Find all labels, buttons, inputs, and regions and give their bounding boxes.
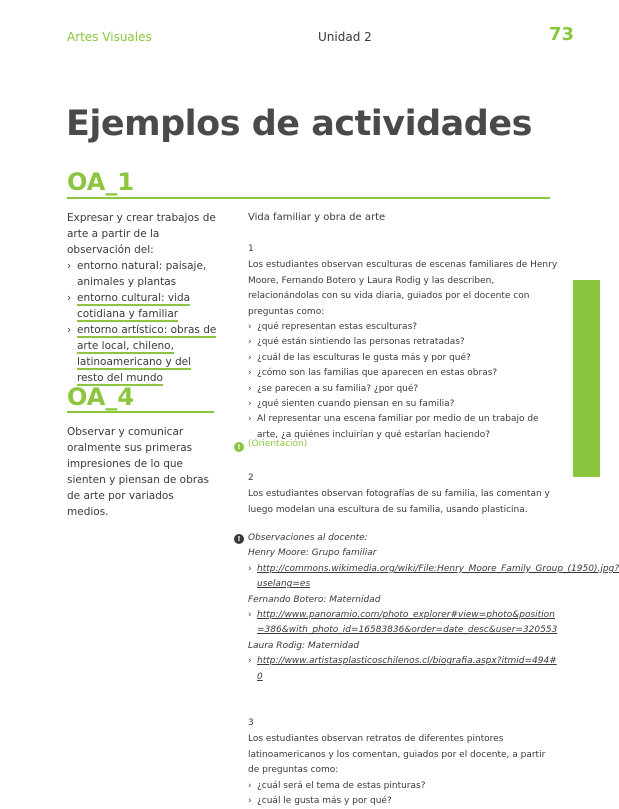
oa1-divider <box>67 197 550 199</box>
activity-number: 2 <box>248 473 254 483</box>
question-item: › ¿cuál será el tema de estas pinturas? <box>248 779 558 794</box>
source-artist: Henry Moore: Grupo familiar <box>248 548 377 559</box>
question-item: › ¿qué representan estas esculturas? <box>248 320 558 335</box>
oa1-list <box>67 258 217 386</box>
section-title: Vida familiar y obra de arte <box>248 212 386 223</box>
question-item: › ¿cómo son las familias que aparecen en estas obras? <box>248 366 558 381</box>
question-item: › ¿qué sienten cuando piensan en su familia? <box>248 397 558 412</box>
question-list <box>248 320 558 443</box>
activity-3 <box>248 716 558 809</box>
oa1-heading: OA_1 <box>67 168 135 196</box>
oa4-description: Observar y comunicar oralmente sus primeras impresiones de lo que sienten y piensan de obras de arte por variados medios. <box>67 426 209 518</box>
notes-heading: Observaciones al docente: <box>248 533 368 543</box>
oa1-item: › entorno cultural: vida cotidiana y familiar <box>67 290 217 322</box>
question-item: › Al representar una escena familiar por medio de un trabajo de arte, ¿a quiénes incluirían y qué estarían haciendo? <box>248 412 558 443</box>
source-list <box>248 654 558 685</box>
question-item: › ¿cuál de las esculturas le gusta más y por qué? <box>248 351 558 366</box>
question-item: › ¿se parecen a su familia? ¿por qué? <box>248 382 558 397</box>
teacher-notes <box>248 531 619 685</box>
orientation-icon: ! <box>234 442 244 452</box>
source-list <box>248 608 558 639</box>
source-link[interactable]: › http://commons.wikimedia.org/wiki/File:Henry_Moore_Family_Group_(1950).jpg?uselang=es <box>248 562 558 593</box>
oa1-description <box>67 210 217 386</box>
page-header <box>0 0 600 60</box>
question-item: › ¿qué están sintiendo las personas retratadas? <box>248 335 558 350</box>
subject-label: Artes Visuales <box>67 30 152 44</box>
unit-label: Unidad 2 <box>318 30 372 44</box>
page-number: 73 <box>549 24 575 45</box>
activity-2 <box>248 471 558 518</box>
activity-1 <box>248 242 558 443</box>
source-list <box>248 562 619 593</box>
teacher-note-icon: ! <box>234 534 244 544</box>
side-tab <box>573 280 600 477</box>
oa4-divider <box>67 411 214 413</box>
source-link[interactable]: › http://www.panoramio.com/photo_explorer#view=photo&position=386&with_photo_id=16583836&order=date_desc&user=320553 <box>248 608 558 639</box>
activity-text: Los estudiantes observan retratos de diferentes pintores latinoamericanos y los comentan, guiados por el docente, a partir de preguntas como: <box>248 734 546 776</box>
source-artist: Laura Rodig: Maternidad <box>248 640 360 651</box>
oa1-intro: Expresar y crear trabajos de arte a partir de la observación del: <box>67 212 216 256</box>
orientation-link[interactable]: (Orientación) <box>248 439 308 449</box>
activity-number: 3 <box>248 718 254 728</box>
oa4-heading: OA_4 <box>67 383 135 411</box>
activity-text: Los estudiantes observan esculturas de escenas familiares de Henry Moore, Fernando Botero y Laura Rodig y las describen, relacionándolas con su vida diaria, guiados por el docente con preguntas como: <box>248 260 558 317</box>
source-link[interactable]: › http://www.artistasplasticoschilenos.cl/biografia.aspx?itmid=494#0 <box>248 654 558 685</box>
activity-text: Los estudiantes observan fotografías de su familia, las comentan y luego modelan una escultura de su familia, usando plasticina. <box>248 489 550 515</box>
oa1-item: › entorno artístico: obras de arte local, chileno, latinoamericano y del resto del mundo <box>67 322 217 386</box>
question-list <box>248 779 558 809</box>
source-artist: Fernando Botero: Maternidad <box>248 594 381 605</box>
page-title: Ejemplos de actividades <box>66 104 532 144</box>
question-item: › ¿cuál le gusta más y por qué? <box>248 794 558 809</box>
oa1-item: › entorno natural: paisaje, animales y plantas <box>67 258 217 290</box>
activity-number: 1 <box>248 244 254 254</box>
